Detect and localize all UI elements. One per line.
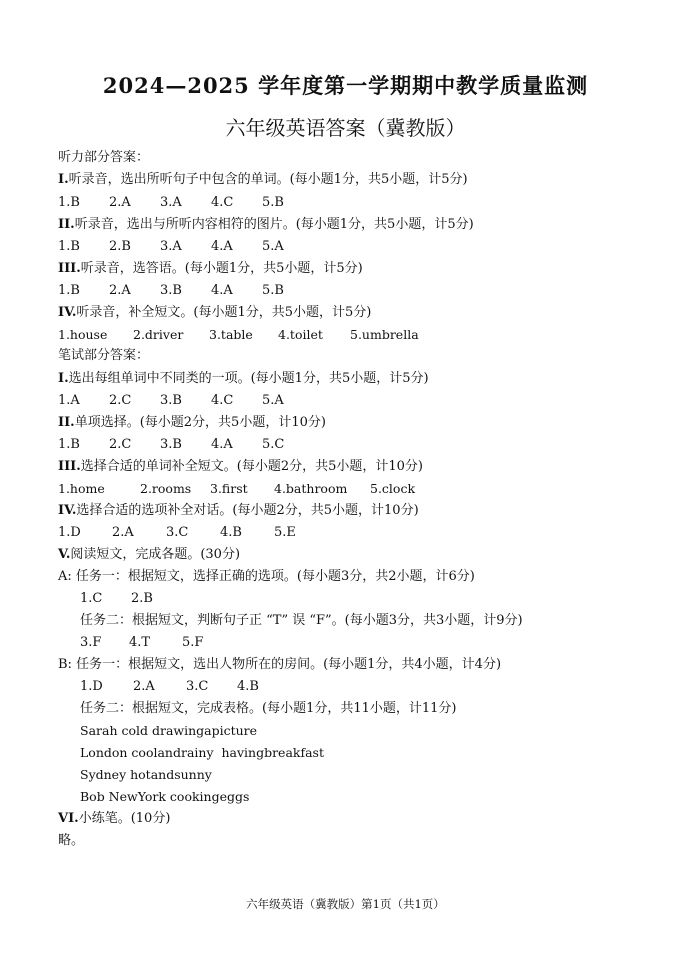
section-6-note: 略。 [58, 833, 85, 848]
section-number: II. [58, 217, 75, 232]
answer: 1.home [58, 481, 105, 496]
answer: 5.B [262, 283, 284, 298]
writing-section-1 [58, 371, 429, 387]
answer-row [58, 239, 284, 255]
answer: 2.B [109, 239, 131, 254]
answer-row [80, 635, 203, 651]
section-number: V. [58, 547, 71, 562]
answer: 4.C [211, 393, 234, 408]
answer: 2.C [109, 393, 132, 408]
answer-row [58, 393, 284, 409]
answer-row [58, 327, 419, 343]
answer: 3.B [160, 393, 182, 408]
answer: 2.driver [133, 327, 184, 342]
table-answer-row: Sarah cold drawingapicture [80, 723, 258, 738]
answer: 1.B [58, 195, 80, 210]
listening-section-4 [58, 305, 371, 321]
section-number: I. [58, 371, 69, 386]
answer: 4.A [211, 239, 233, 254]
answer: 5.B [262, 195, 284, 210]
answer: 2.B [131, 591, 153, 606]
section-instruction: 听录音，选答语。(每小题1分，共5小题，计5分) [80, 261, 363, 276]
answer: 3.first [210, 481, 248, 496]
answer: 3.table [209, 327, 253, 342]
answer: 3.A [160, 195, 182, 210]
page-footer: 六年级英语（冀教版）第1页（共1页） [246, 897, 445, 911]
task-b2-instruction: 任务二：根据短文，完成表格。(每小题1分，共11小题，计11分) [80, 701, 457, 716]
answer: 2.A [109, 195, 131, 210]
task-a2-instruction: 任务二：根据短文，判断句子正 “T” 误 “F”。(每小题3分，共3小题，计9分) [80, 613, 523, 628]
answer: 3.C [166, 525, 189, 540]
answer-row [58, 437, 284, 453]
writing-section-4 [58, 503, 419, 519]
section-instruction: 听录音，补全短文。(每小题1分，共5小题，计5分) [76, 305, 372, 320]
listening-section-2 [58, 217, 474, 233]
answer: 5.A [262, 239, 284, 254]
writing-section-5 [58, 547, 240, 563]
section-instruction: 听录音，选出与所听内容相符的图片。(每小题1分，共5小题，计5分) [74, 217, 474, 232]
listening-section-1 [58, 172, 468, 188]
answer: 5.umbrella [350, 327, 419, 342]
answer: 5.E [274, 525, 296, 540]
section-instruction: 小练笔。(10分) [78, 811, 171, 826]
answer-row [80, 679, 259, 695]
section-instruction: 选择合适的单词补全短文。(每小题2分，共5小题，计10分) [80, 459, 424, 474]
answer: 2.rooms [140, 481, 192, 496]
answer: 1.B [58, 239, 80, 254]
answer: 4.bathroom [274, 481, 348, 496]
answer: 4.A [211, 283, 233, 298]
answer: 1.A [58, 393, 80, 408]
answer: 1.D [58, 525, 81, 540]
answer: 4.C [211, 195, 234, 210]
answer: 3.F [80, 635, 102, 650]
section-number: IV. [58, 503, 77, 518]
task-b1-instruction: B: 任务一：根据短文，选出人物所在的房间。(每小题1分，共4小题，计4分) [58, 657, 502, 672]
answer: 4.T [129, 635, 151, 650]
answer: 3.B [160, 283, 182, 298]
answer: 5.C [262, 437, 285, 452]
table-answer-row: Bob NewYork cookingeggs [80, 789, 250, 804]
answer-row [80, 591, 153, 607]
answer: 4.toilet [278, 327, 323, 342]
answer: 2.A [112, 525, 134, 540]
answer: 1.D [80, 679, 103, 694]
section-number: VI. [58, 811, 79, 826]
answer: 5.clock [370, 481, 416, 496]
task-a1-instruction: A: 任务一：根据短文，选择正确的选项。(每小题3分，共2小题，计6分) [58, 569, 475, 584]
answer: 1.B [58, 437, 80, 452]
section-number: III. [58, 459, 81, 474]
writing-section-2 [58, 415, 326, 431]
answer: 4.A [211, 437, 233, 452]
section-instruction: 选择合适的选项补全对话。(每小题2分，共5小题，计10分) [76, 503, 419, 518]
answer: 2.A [109, 283, 131, 298]
section-number: III. [58, 261, 81, 276]
table-answer-row: Sydney hotandsunny [80, 767, 212, 782]
section-number: IV. [58, 305, 77, 320]
answer: 3.B [160, 437, 182, 452]
answer-row [58, 283, 284, 299]
answer: 4.B [237, 679, 259, 694]
page-title: 2024—2025 学年度第一学期期中教学质量监测 [102, 73, 589, 98]
answer: 3.A [160, 239, 182, 254]
listening-section-3 [58, 261, 363, 277]
section-instruction: 听录音，选出所听句子中包含的单词。(每小题1分，共5小题，计5分) [68, 172, 468, 187]
answer: 2.C [109, 437, 132, 452]
table-answer-row: London coolandrainy havingbreakfast [80, 745, 325, 760]
section-number: I. [58, 172, 69, 187]
page-subtitle: 六年级英语答案（冀教版） [225, 116, 466, 140]
section-instruction: 选出每组单词中不同类的一项。(每小题1分，共5小题，计5分) [68, 371, 429, 386]
answer-row [58, 525, 296, 541]
listening-heading: 听力部分答案： [58, 150, 150, 165]
section-instruction: 阅读短文，完成各题。(30分) [70, 547, 241, 562]
answer: 1.house [58, 327, 108, 342]
answer: 4.B [220, 525, 242, 540]
answer: 3.C [186, 679, 209, 694]
answer: 5.F [182, 635, 204, 650]
writing-heading: 笔试部分答案： [58, 348, 150, 363]
writing-section-6 [58, 811, 170, 827]
answer: 5.A [262, 393, 284, 408]
answer: 1.C [80, 591, 103, 606]
section-instruction: 单项选择。(每小题2分，共5小题，计10分) [74, 415, 326, 430]
section-number: II. [58, 415, 75, 430]
answer-row [58, 481, 415, 497]
answer-row [58, 195, 284, 211]
writing-section-3 [58, 459, 423, 475]
answer: 2.A [133, 679, 155, 694]
answer: 1.B [58, 283, 80, 298]
